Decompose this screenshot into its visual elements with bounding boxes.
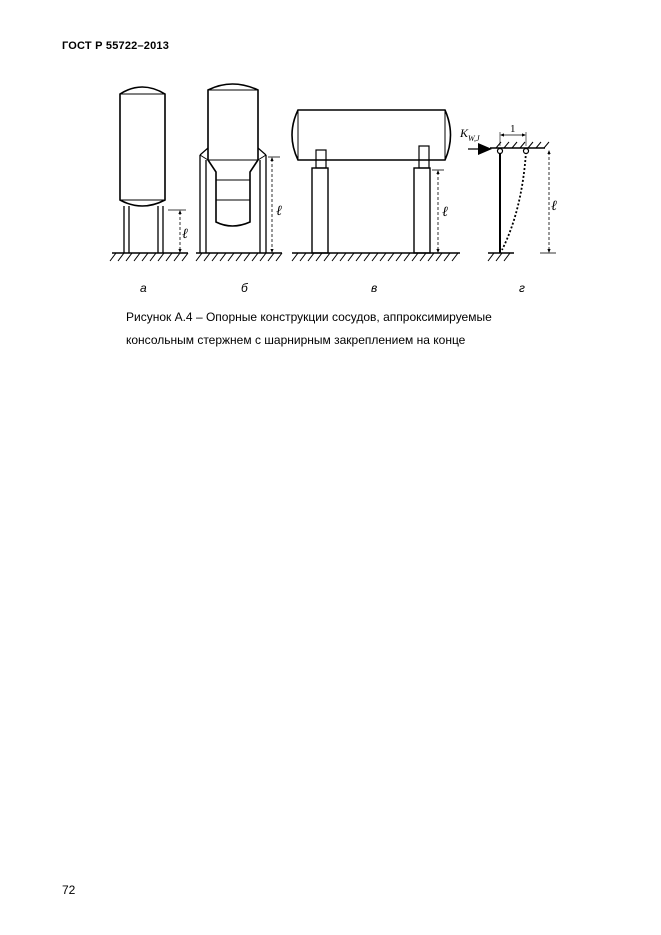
length-label-a: ℓ xyxy=(182,227,188,242)
force-arrow xyxy=(478,143,492,155)
length-label-d: ℓ xyxy=(551,199,557,214)
page-number: 72 xyxy=(62,883,76,897)
document-header: ГОСТ Р 55722–2013 xyxy=(62,40,170,52)
drawing-c-horizontal-vessel xyxy=(292,110,460,261)
caption-line: Рисунок А.4 – Опорные конструкции сосудов, аппроксимируемые xyxy=(126,310,492,324)
sublabel-b: б xyxy=(241,281,248,295)
span-label: 1 xyxy=(510,123,516,135)
sublabel-c: в xyxy=(371,281,378,295)
sublabel-d: г xyxy=(519,281,525,295)
drawing-b-vertical-vessel-skirt xyxy=(196,84,282,261)
drawing-a-vertical-vessel-legs xyxy=(110,87,188,261)
figure-caption xyxy=(126,306,566,352)
force-symbol: $K_{W,J}$ xyxy=(460,126,480,143)
sublabel-a: а xyxy=(140,281,147,295)
length-label-b: ℓ xyxy=(276,204,282,219)
vessel-support-figure xyxy=(0,0,661,300)
length-label-c: ℓ xyxy=(442,205,448,220)
force-subscript: W,J xyxy=(468,134,480,143)
caption-line: консольным стержнем с шарнирным закреплением на конце xyxy=(126,333,466,347)
